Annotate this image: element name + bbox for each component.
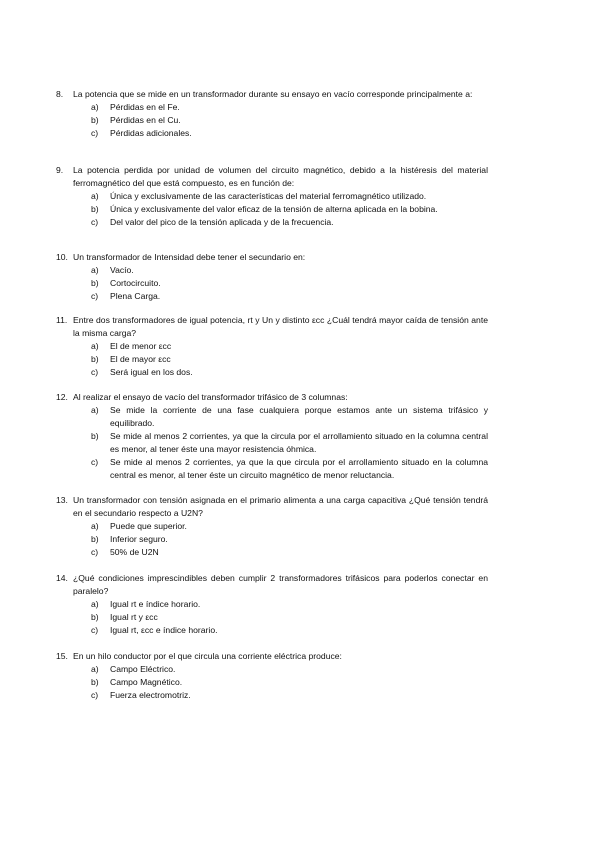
option-text: Vacío. <box>110 265 134 275</box>
option-letter: b) <box>91 204 99 214</box>
question-13 <box>56 494 488 559</box>
question-text: Al realizar el ensayo de vacío del transformador trifásico de 3 columnas: <box>73 392 348 402</box>
answer-option <box>91 277 488 290</box>
option-letter: b) <box>91 115 99 125</box>
answer-option <box>91 598 488 611</box>
option-letter: a) <box>91 599 99 609</box>
question-text: La potencia perdida por unidad de volumen del circuito magnético, debido a la histéresis del material ferromagnético del que está compuesto, es en función de: <box>73 165 488 188</box>
option-text: Igual rt e índice horario. <box>110 599 201 609</box>
option-letter: c) <box>91 457 99 467</box>
answer-option <box>91 190 488 203</box>
option-text: Del valor del pico de la tensión aplicada y de la frecuencia. <box>110 217 334 227</box>
option-letter: a) <box>91 405 99 415</box>
answer-option <box>91 611 488 624</box>
option-letter: a) <box>91 191 99 201</box>
answer-option <box>91 533 488 546</box>
option-letter: c) <box>91 367 99 377</box>
question-number: 11. <box>56 315 68 325</box>
option-letter: c) <box>91 217 99 227</box>
option-text: Pérdidas adicionales. <box>110 128 192 138</box>
option-text: El de menor εcc <box>110 341 172 351</box>
option-letter: b) <box>91 278 99 288</box>
question-14 <box>56 572 488 637</box>
answer-option <box>91 689 488 702</box>
answer-option <box>91 546 488 559</box>
question-number: 14. <box>56 573 68 583</box>
question-number: 10. <box>56 252 68 262</box>
question-12 <box>56 391 488 482</box>
option-letter: c) <box>91 547 99 557</box>
question-number: 15. <box>56 651 68 661</box>
question-text: Un transformador con tensión asignada en el primario alimenta a una carga capacitiva ¿Qué tensión tendrá en el secundario respecto a U2N? <box>73 495 488 518</box>
answer-option <box>91 216 488 229</box>
option-text: Plena Carga. <box>110 291 161 301</box>
option-text: Será igual en los dos. <box>110 367 193 377</box>
option-letter: b) <box>91 612 99 622</box>
option-letter: a) <box>91 265 99 275</box>
option-letter: a) <box>91 664 99 674</box>
option-text: Fuerza electromotriz. <box>110 690 191 700</box>
option-text: Igual rt, εcc e índice horario. <box>110 625 218 635</box>
option-letter: c) <box>91 625 99 635</box>
option-text: Campo Magnético. <box>110 677 183 687</box>
question-text: La potencia que se mide en un transformador durante su ensayo en vacío corresponde principalmente a: <box>73 89 473 99</box>
question-number: 8. <box>56 89 64 99</box>
answer-option <box>91 264 488 277</box>
option-letter: c) <box>91 128 99 138</box>
option-letter: a) <box>91 521 99 531</box>
option-letter: a) <box>91 341 99 351</box>
option-text: Se mide la corriente de una fase cualquiera porque estamos ante un sistema trifásico y equilibrado. <box>110 405 488 428</box>
option-letter: b) <box>91 431 99 441</box>
option-letter: a) <box>91 102 99 112</box>
option-text: Se mide al menos 2 corrientes, ya que la que circula por el arrollamiento situado en la columna central es menor, al tener éste un circuito magnético de menor reluctancia. <box>110 457 488 480</box>
answer-option <box>91 101 488 114</box>
option-text: Cortocircuito. <box>110 278 161 288</box>
option-letter: b) <box>91 534 99 544</box>
option-text: 50% de U2N <box>110 547 159 557</box>
answer-option <box>91 114 488 127</box>
question-text: Un transformador de Intensidad debe tener el secundario en: <box>73 252 306 262</box>
answer-option <box>91 353 488 366</box>
option-text: Puede que superior. <box>110 521 187 531</box>
option-text: El de mayor εcc <box>110 354 171 364</box>
question-10 <box>56 251 488 303</box>
question-number: 12. <box>56 392 68 402</box>
option-letter: b) <box>91 677 99 687</box>
answer-option <box>91 520 488 533</box>
option-text: Pérdidas en el Fe. <box>110 102 180 112</box>
option-text: Única y exclusivamente de las características del material ferromagnético utilizado. <box>110 191 427 201</box>
question-number: 9. <box>56 165 64 175</box>
option-letter: b) <box>91 354 99 364</box>
answer-option <box>91 676 488 689</box>
question-15 <box>56 650 488 702</box>
option-text: Igual rt y εcc <box>110 612 158 622</box>
answer-option <box>91 456 488 482</box>
option-text: Se mide al menos 2 corrientes, ya que la circula por el arrollamiento situado en la columna central es menor, al tener éste una mayor resistencia óhmica. <box>110 431 488 454</box>
option-text: Campo Eléctrico. <box>110 664 176 674</box>
question-9 <box>56 164 488 229</box>
question-number: 13. <box>56 495 68 505</box>
option-letter: c) <box>91 690 99 700</box>
question-text: En un hilo conductor por el que circula una corriente eléctrica produce: <box>73 651 342 661</box>
answer-option <box>91 663 488 676</box>
option-text: Única y exclusivamente del valor eficaz de la tensión de alterna aplicada en la bobina. <box>110 204 438 214</box>
answer-option <box>91 340 488 353</box>
question-8 <box>56 88 488 140</box>
answer-option <box>91 366 488 379</box>
option-letter: c) <box>91 291 99 301</box>
answer-option <box>91 624 488 637</box>
answer-option <box>91 404 488 430</box>
option-text: Inferior seguro. <box>110 534 168 544</box>
answer-option <box>91 430 488 456</box>
question-text: ¿Qué condiciones imprescindibles deben cumplir 2 transformadores trifásicos para poderlos conectar en paralelo? <box>73 573 488 596</box>
option-text: Pérdidas en el Cu. <box>110 115 181 125</box>
answer-option <box>91 290 488 303</box>
answer-option <box>91 203 488 216</box>
question-11 <box>56 314 488 379</box>
answer-option <box>91 127 488 140</box>
question-text: Entre dos transformadores de igual potencia, rt y Un y distinto εcc ¿Cuál tendrá mayor caída de tensión ante la misma carga? <box>73 315 488 338</box>
